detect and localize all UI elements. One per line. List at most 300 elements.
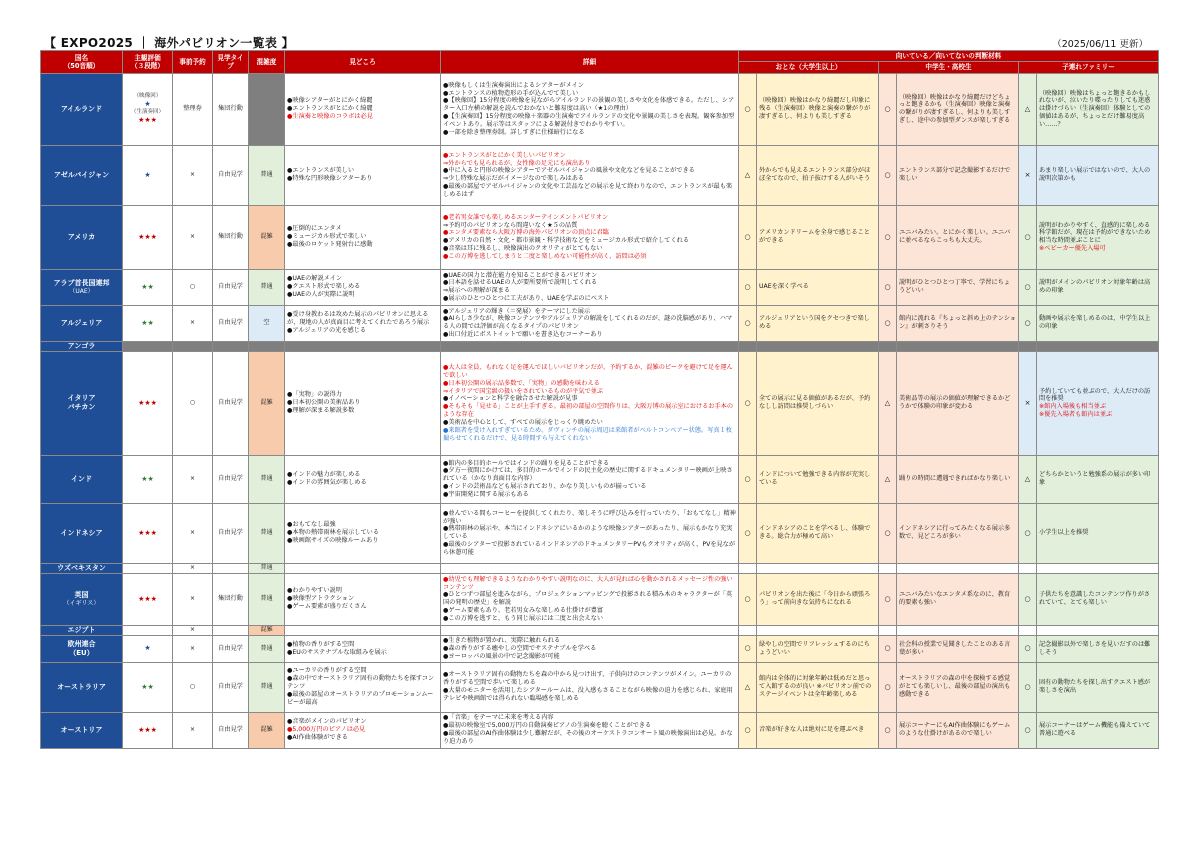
- family-text-body: 説明がわかりやすく、直感的に楽しめる科学館だが、現在は予約ができないため相当な時間並ぶことに: [1039, 221, 1151, 245]
- student-text: [897, 73, 1019, 145]
- empty-cell: [897, 563, 1019, 573]
- empty-cell: [757, 563, 879, 573]
- reserve-cell: [173, 341, 213, 351]
- student-text: [897, 503, 1019, 563]
- detail-cell: [441, 455, 739, 503]
- type-cell: 自由見学: [213, 455, 249, 503]
- crowd-cell: 普通: [249, 563, 285, 573]
- highlights-cell: [285, 269, 441, 305]
- text-line: ●日本初公開の美術品あり: [287, 399, 361, 407]
- family-text-body: 展示コーナーはゲーム機能も備えていて普通に遊べる: [1039, 722, 1151, 738]
- empty-cell: [441, 563, 739, 573]
- adult-text: [757, 635, 879, 662]
- reserve-cell: ○: [173, 351, 213, 455]
- crowd-cell: 混雑: [249, 351, 285, 455]
- family-symbol: ○: [1019, 205, 1037, 269]
- col-student: 中学生・高校生: [879, 62, 1019, 73]
- text-line: ●特殊な円形映像シアターあり: [287, 175, 373, 183]
- text-line: ●5,000万円のピアノは必見: [287, 726, 366, 734]
- crowd-cell: 混雑: [249, 205, 285, 269]
- highlights-cell: [285, 205, 441, 269]
- text-line: ●最後のロケット発射台に感動: [287, 241, 373, 249]
- adult-symbol: ○: [739, 573, 757, 625]
- student-symbol: ○: [879, 712, 897, 748]
- adult-symbol: ○: [739, 269, 757, 305]
- text-line: ●大量のモニターを活用したシアタールームは、没入感もさることながら映像の迫力を感じられ、家庭用テレビや映画館では得られない臨場感を楽しめる: [443, 687, 733, 703]
- text-line: ●AIらしさ少なが、映像コンテンツやアルジェリアの解説をしてくれるのだが、謎の洗脳感があり、ハマる人の間では評価が高くなるタイプのパビリオン: [443, 315, 733, 331]
- adult-text: [757, 305, 879, 341]
- detail-cell: [441, 73, 739, 145]
- text-line: ●映像シアターがとにかく綺麗: [287, 97, 373, 105]
- text-line: ●理解が深まる解説多数: [287, 407, 355, 415]
- table-row: [41, 341, 1159, 351]
- text-line: ●UAEの解説メイン: [287, 275, 343, 283]
- table-row: [41, 503, 1159, 563]
- student-text-body: オーストラリアの森の中を探検する感覚がとても楽しいし、最後の部屋の演出も感動できる: [899, 675, 1011, 699]
- detail-cell: [441, 635, 739, 662]
- text-line: ●「実物」の説得力: [287, 391, 342, 399]
- country-name-text: アイルランド: [60, 104, 103, 113]
- col-judge-group: 向いている／向いてないの判断材料: [739, 51, 1159, 62]
- text-line: ●最後の部屋のAI作曲体験は少し難解だが、その後のオーケストラコンサート風の映像演出は必見。かなり迫力あり: [443, 730, 733, 746]
- empty-cell: [441, 625, 739, 635]
- family-text: [1037, 269, 1159, 305]
- table-row: [41, 712, 1159, 748]
- family-text: [1037, 662, 1159, 712]
- text-line: ●インドの芸術品なども展示されており、かなり美しいものが揃っている: [443, 483, 647, 491]
- text-line: ●最後の部屋のオーストラリアのプロモーションムービーが最高: [287, 691, 434, 707]
- type-cell: 集団行動: [213, 73, 249, 145]
- family-symbol: △: [1019, 455, 1037, 503]
- adult-symbol: △: [739, 145, 757, 205]
- rating-stars: ★★: [141, 474, 154, 483]
- empty-cell: [1037, 341, 1159, 351]
- highlights-cell: [285, 573, 441, 625]
- rating-cell: [123, 662, 173, 712]
- adult-text-body: 外からでも見えるエントランス部分がほぼ全てなので、拍子抜けする人がいそう: [759, 167, 871, 183]
- text-line: ●この万博を逃してしまうと二度と楽しめない可能性が高く、訪問は必須: [443, 253, 647, 261]
- text-line: ●エントランスが美しい: [287, 167, 355, 175]
- adult-text-body: パビリオンを出た後に「今日から頑張ろう」って前向きな気持ちになれる: [759, 591, 871, 607]
- student-symbol: △: [879, 351, 897, 455]
- highlights-cell: [285, 712, 441, 748]
- adult-symbol: ○: [739, 503, 757, 563]
- family-symbol: ○: [1019, 305, 1037, 341]
- empty-cell: [1019, 341, 1037, 351]
- text-line: ●館内の多目的ホールではインドの踊りを見ることができる: [443, 459, 610, 467]
- empty-cell: [739, 625, 757, 635]
- highlights-cell: [285, 351, 441, 455]
- text-line: ●映画館サイズの映像ルームあり: [287, 537, 379, 545]
- table-body: [41, 73, 1159, 748]
- text-line: ⇒展示への理解が深まる: [443, 287, 511, 295]
- empty-cell: [441, 341, 739, 351]
- table-row: [41, 455, 1159, 503]
- family-symbol: △: [1019, 73, 1037, 145]
- highlights-cell: [285, 635, 441, 662]
- text-line: ●UAEの国力と潜在能力を知ることができるパビリオン: [443, 271, 598, 279]
- rating-cell: [123, 563, 173, 573]
- adult-text: [757, 351, 879, 455]
- country-name-text: 英国: [74, 591, 89, 600]
- empty-cell: [739, 341, 757, 351]
- country-name: [41, 269, 123, 305]
- reserve-cell: ○: [173, 269, 213, 305]
- text-line: ●アルジェリアの光を感じる: [287, 327, 367, 335]
- text-line: ⇒少し特殊な展示だがイメージなので楽しみはある: [443, 175, 585, 183]
- adult-symbol: ○: [739, 205, 757, 269]
- adult-text-body: アルジェリアという国をクセつきで楽しめる: [759, 315, 870, 331]
- family-text: [1037, 73, 1159, 145]
- col-detail: 詳細: [441, 51, 739, 74]
- crowd-cell: [249, 73, 285, 145]
- crowd-cell: 普通: [249, 573, 285, 625]
- detail-cell: [441, 573, 739, 625]
- type-cell: 自由見学: [213, 712, 249, 748]
- table-row: [41, 73, 1159, 145]
- empty-cell: [1037, 563, 1159, 573]
- family-text: [1037, 712, 1159, 748]
- text-line: ●EUのサステナブルな取組みを展示: [287, 648, 387, 656]
- student-symbol: ○: [879, 305, 897, 341]
- text-line: ●インドの魅力が楽しめる: [287, 471, 361, 479]
- country-name: [41, 305, 123, 341]
- crowd-cell: 普通: [249, 145, 285, 205]
- crowd-cell: 混雑: [249, 625, 285, 635]
- adult-symbol: ○: [739, 635, 757, 662]
- student-text: [897, 351, 1019, 455]
- country-name: [41, 712, 123, 748]
- text-line: ●最後のシアターで投影されているインドネシアのドキュメンタリーPVもクオリティが高く、PVを見ながら休憩可能: [443, 541, 736, 557]
- family-text: [1037, 573, 1159, 625]
- crowd-cell: 普通: [249, 455, 285, 503]
- detail-cell: [441, 662, 739, 712]
- text-line: ●熱帯雨林の展示や、本当にインドネシアにいるかのような映像シアターがあったり、展示もかなり充実している: [443, 525, 733, 541]
- family-text-body: 予約していても並ぶので、大人だけの訪問を推奨: [1039, 387, 1151, 403]
- text-line: ●ひとつずつ部屋を進みながら、プロジェクションマッピングで投影される積み木のキャラクターが「英国の発明の歴史」を解説: [443, 591, 733, 607]
- adult-text: [757, 573, 879, 625]
- text-line: ●展示のひとつひとつに工夫があり、UAEを学ぶのにベスト: [443, 295, 610, 303]
- rating-cell: [123, 455, 173, 503]
- student-text-body: ユニバみたい。とにかく楽しい。ユニバに並べるならこっちも大丈夫。: [899, 229, 1011, 245]
- rating-stars: ★★★: [138, 398, 157, 407]
- type-cell: 自由見学: [213, 269, 249, 305]
- family-text-body: 説明がメインのパビリオン対象年齢は高めの印象: [1039, 279, 1151, 295]
- pavilion-table: [40, 50, 1159, 749]
- col-rating: 主観評価 （３段階）: [123, 51, 173, 74]
- text-line: ●ゲーム要素もあり、老若男女みな楽しめる仕掛けが豊富: [443, 607, 604, 615]
- adult-text: [757, 269, 879, 305]
- detail-cell: [441, 503, 739, 563]
- table-row: [41, 305, 1159, 341]
- page-title: 【 EXPO2025 ｜ 海外パビリオン一覧表 】: [44, 36, 294, 50]
- reserve-cell: ×: [173, 635, 213, 662]
- text-line: ●わかりやすい説明: [287, 587, 342, 595]
- family-text: [1037, 351, 1159, 455]
- family-symbol: ○: [1019, 662, 1037, 712]
- text-line: ⇒イタリアで国宝級の扱いをされているものが平気で並ぶ: [443, 387, 604, 395]
- family-text: [1037, 205, 1159, 269]
- highlights-cell: [285, 145, 441, 205]
- text-line: ●生きた植物が置かれ、実際に触れられる: [443, 636, 561, 644]
- student-symbol: ○: [879, 269, 897, 305]
- col-family: 子連れファミリー: [1019, 62, 1159, 73]
- country-name: [41, 205, 123, 269]
- text-line: ●森の香りがする癒やしの空間でサステナブルを学べる: [443, 644, 597, 652]
- family-text: [1037, 635, 1159, 662]
- col-adult: おとな（大学生以上）: [739, 62, 879, 73]
- col-highlights: 見どころ: [285, 51, 441, 74]
- text-line: ●並んでいる間もコーヒーを提供してくれたり、楽しそうに呼び込みを行っていたり、「おもてなし」精神が強い: [443, 509, 736, 525]
- rating-cell: [123, 73, 173, 145]
- text-line: ●一部を除き整理券制。詳しすぎに仕様暗行になる: [443, 129, 585, 137]
- updated-date: （2025/06/11 更新）: [1052, 39, 1148, 50]
- text-line: ●老若男女誰でも楽しめるエンターテインメントパビリオン: [443, 213, 609, 221]
- empty-cell: [285, 563, 441, 573]
- country-name: [41, 503, 123, 563]
- text-line: ●エントランスがとにかく美しいパビリオン: [443, 151, 566, 159]
- empty-cell: [897, 625, 1019, 635]
- adult-symbol: ○: [739, 305, 757, 341]
- text-line: ●UAEの人が実際に説明: [287, 291, 355, 299]
- table-row: [41, 573, 1159, 625]
- text-line: ●ミュージカル形式で楽しい: [287, 233, 367, 241]
- empty-cell: [879, 625, 897, 635]
- country-name: [41, 662, 123, 712]
- family-text-body: どちらかというと勉強系の展示が多い印象: [1039, 471, 1151, 487]
- detail-cell: [441, 351, 739, 455]
- rating-cell: [123, 269, 173, 305]
- student-text: [897, 145, 1019, 205]
- text-line: ●中に入ると円形の映像シアターでアゼルバイジャンの風景や文化などを見ることができる: [443, 167, 695, 175]
- text-line: ●生演奏と映像のコラボは必見: [287, 113, 373, 121]
- crowd-cell: 普通: [249, 662, 285, 712]
- table-row: [41, 269, 1159, 305]
- text-line: ●おもてなし最強: [287, 521, 336, 529]
- rating-stars: ★: [144, 100, 151, 109]
- text-line: ●美術品を中心として、すべての展示をじっくり眺めたい: [443, 419, 603, 427]
- crowd-cell: 空: [249, 305, 285, 341]
- country-name: [41, 455, 123, 503]
- type-cell: 自由見学: [213, 635, 249, 662]
- student-text: [897, 455, 1019, 503]
- highlights-cell: [285, 455, 441, 503]
- reserve-cell: 整理券: [173, 73, 213, 145]
- rating-cell: [123, 625, 173, 635]
- reserve-cell: ×: [173, 563, 213, 573]
- student-text-body: （映像回）映像はかなり綺麗だけどちょっと飽きるかも（生演奏回）映像と演奏の繋がりが凄すぎるし、何よりも美しすぎし、途中の参加型ダンスが楽しすぎる: [899, 93, 1011, 125]
- detail-cell: [441, 269, 739, 305]
- family-symbol: ×: [1019, 145, 1037, 205]
- country-name: [41, 73, 123, 145]
- student-text-body: ユニバみたいなエンタメ系なのに、教育的要素も強い: [899, 591, 1011, 607]
- type-cell: [213, 563, 249, 573]
- student-text: [897, 635, 1019, 662]
- country-name: [41, 145, 123, 205]
- text-line: ●本物の熱帯雨林を展示している: [287, 529, 380, 537]
- text-line: ⇒予約可のパビリオンなら間違いなく★５の品質: [443, 221, 578, 229]
- col-reserve: 事前予約: [173, 51, 213, 74]
- reserve-cell: ×: [173, 573, 213, 625]
- detail-cell: [441, 145, 739, 205]
- text-line: ●「音楽」をテーマに未来を考える内容: [443, 714, 554, 722]
- empty-cell: [285, 625, 441, 635]
- text-line: ⇒外からでも見られるが、女性像の足元にも演出あり: [443, 159, 591, 167]
- empty-cell: [1037, 625, 1159, 635]
- student-text-body: インドネシアに行ってみたくなる展示多数で、見どころが多い: [899, 525, 1011, 541]
- student-text-body: 説明がひとつひとつ丁寧で、学習にちょうどいい: [899, 279, 1011, 295]
- rating-stars: ★: [144, 644, 151, 653]
- crowd-cell: 混雑: [249, 712, 285, 748]
- country-name-text: アラブ首長国連邦: [53, 279, 110, 288]
- col-country: 国名 （50音順）: [41, 51, 123, 74]
- adult-text-body: 緑やしの空間でリフレッシュするのにちょうどいい: [759, 640, 870, 656]
- text-line: ●オーストラリア固有の動物たちを森の中から見つけ出す、子供向けのコンテンツがメイン。ユーカリの香りがする空間で歩いて楽しめる: [443, 671, 732, 687]
- rating-stars: ★★★: [138, 725, 157, 734]
- country-name-text: エジプト: [67, 625, 96, 634]
- country-name-text: ウズベキスタン: [57, 563, 106, 572]
- rating-stars: ★★★: [138, 116, 157, 125]
- text-line: ●音楽がメインのパビリオン: [287, 718, 367, 726]
- adult-text-body: 館内は全体的に対象年齢は低めだと思って入館するのが良い ※パビリオン前でのステージイベントは全年齢楽しめる: [759, 675, 872, 699]
- rating-note: （映像回）: [133, 93, 162, 100]
- country-sub: （イギリス）: [63, 600, 100, 608]
- country-name: [41, 351, 123, 455]
- country-name: [41, 341, 123, 351]
- student-symbol: ○: [879, 145, 897, 205]
- family-text: [1037, 145, 1159, 205]
- rating-stars: ★: [144, 170, 151, 179]
- family-symbol: ○: [1019, 712, 1037, 748]
- highlights-cell: [285, 662, 441, 712]
- family-text: [1037, 305, 1159, 341]
- country-name-text: インドネシア: [60, 528, 103, 537]
- reserve-cell: ×: [173, 712, 213, 748]
- text-line: ●アメリカの自然・文化・都市景観・科学技術などをミュージカル形式で紹介してくれる: [443, 237, 690, 245]
- rating-stars: ★★★: [138, 594, 157, 603]
- country-name: [41, 573, 123, 625]
- crowd-cell: 普通: [249, 503, 285, 563]
- text-line: ●大人は全員、もれなく足を運んでほしいパビリオンだが、予約するか、混雑のピークを避けて足を運んで欲しい: [443, 363, 733, 379]
- adult-text: [757, 455, 879, 503]
- family-text: [1037, 503, 1159, 563]
- empty-cell: [285, 341, 441, 351]
- rating-cell: [123, 635, 173, 662]
- country-sub2: バチカン: [67, 403, 96, 412]
- table-row: [41, 145, 1159, 205]
- adult-symbol: ○: [739, 73, 757, 145]
- family-note: ※館内入場後も相当並ぶ ※優先入場者も館内は並ぶ: [1039, 403, 1113, 419]
- adult-text-body: UAEを深く学べる: [759, 283, 809, 291]
- detail-cell: [441, 205, 739, 269]
- rating-cell: [123, 341, 173, 351]
- type-cell: 自由見学: [213, 145, 249, 205]
- adult-text: [757, 503, 879, 563]
- highlights-cell: [285, 73, 441, 145]
- student-text-body: 館内に流れる『ちょっと斜め上のテンション』が刺さりそう: [899, 315, 1016, 331]
- text-line: ●植物の香りがする空間: [287, 640, 355, 648]
- text-line: ●映像型アトラクション: [287, 595, 355, 603]
- empty-cell: [1019, 625, 1037, 635]
- reserve-cell: ×: [173, 205, 213, 269]
- table-row: [41, 625, 1159, 635]
- family-text-body: 記念撮影以外で楽しさを見いだすのは難しそう: [1039, 640, 1151, 656]
- country-name-text: オーストラリア: [57, 682, 106, 691]
- type-cell: 集団行動: [213, 573, 249, 625]
- text-line: ●エントランスがとにかく綺麗: [287, 105, 373, 113]
- reserve-cell: ×: [173, 455, 213, 503]
- student-symbol: ○: [879, 635, 897, 662]
- crowd-cell: 普通: [249, 635, 285, 662]
- family-symbol: ○: [1019, 635, 1037, 662]
- text-line: ●日本初公開の展示品多数で、「実物」の感動を味わえる: [443, 379, 600, 387]
- rating-cell: [123, 712, 173, 748]
- adult-text-body: 音楽が好きな人は絶対に足を運ぶべき: [759, 726, 865, 734]
- family-text-body: 子供たちを意識したコンテンツ作りがされていて、とても楽しい: [1039, 591, 1151, 607]
- country-name: [41, 563, 123, 573]
- country-name-text: イタリア: [67, 394, 96, 403]
- text-line: ●圧倒的にエンタメ: [287, 225, 342, 233]
- country-name: [41, 635, 123, 662]
- country-name-text: アンゴラ: [67, 341, 96, 350]
- country-name-text: アゼルバイジャン: [53, 170, 110, 179]
- student-text: [897, 662, 1019, 712]
- text-line: ●アルジェリアの輝き（＝発展）をテーマにした展示: [443, 307, 591, 315]
- text-line: ●受け身教わるは攻めた展示のパビリオンに思えるが、現地の人が真面目に考えてくれたであろう展示: [287, 311, 430, 327]
- empty-cell: [897, 341, 1019, 351]
- text-line: ●イノベーションと科学を融合させた解説が見事: [443, 395, 578, 403]
- student-symbol: ○: [879, 662, 897, 712]
- text-line: ●ヨーロッパの風景の中で記念撮影が可能: [443, 652, 560, 660]
- text-line: ●そもそも「見せる」ことが上手すぎる。最初の部屋の空間作りは、大阪万博の展示室におけるお手本のような存在: [443, 403, 734, 419]
- family-text-body: 小学生以上を推奨: [1039, 529, 1089, 537]
- adult-text-body: インドについて勉強できる内容が充実している: [759, 471, 871, 487]
- adult-symbol: ○: [739, 351, 757, 455]
- col-view-type: 見学タイプ: [213, 51, 249, 74]
- student-symbol: ○: [879, 573, 897, 625]
- family-symbol: ○: [1019, 573, 1037, 625]
- reserve-cell: ×: [173, 145, 213, 205]
- adult-text: [757, 662, 879, 712]
- type-cell: [213, 625, 249, 635]
- adult-text-body: インドネシアのことを学べるし、体験できる。総合力が極めて高い: [759, 525, 871, 541]
- family-text-body: （映像回）映像はちょっと飽きるかもしれないが、泣いたり喋ったりしても迷惑は掛けづらい（生演奏回）体験としての価値はあるが、ちょっとだけ難易度高い……？: [1039, 89, 1151, 129]
- text-line: ●幼児でも理解できるようなわかりやすい説明なのに、大人が見れば心を動かされるメッセージ性の強いコンテンツ: [443, 575, 733, 591]
- empty-cell: [879, 341, 897, 351]
- text-line: ●出口付近にボストイットで願いを書き込むコーナーあり: [443, 331, 603, 339]
- detail-cell: [441, 305, 739, 341]
- adult-text: [757, 145, 879, 205]
- family-symbol: ○: [1019, 503, 1037, 563]
- family-text: [1037, 455, 1159, 503]
- student-symbol: △: [879, 455, 897, 503]
- adult-text: [757, 205, 879, 269]
- student-text-body: エントランス部分で記念撮影するだけで楽しい: [899, 167, 1011, 183]
- adult-symbol: ○: [739, 455, 757, 503]
- adult-symbol: ○: [739, 712, 757, 748]
- text-line: ●エンタメ要素なら大阪万博の海外パビリオンの頂点に君臨: [443, 229, 609, 237]
- reserve-cell: ×: [173, 625, 213, 635]
- student-symbol: ○: [879, 205, 897, 269]
- empty-cell: [757, 625, 879, 635]
- rating-cell: [123, 145, 173, 205]
- text-line: ●日本語を話せるUAEの人が要所要所で説明してくれる: [443, 279, 598, 287]
- text-line: ●この万博を逃すと、もう同じ展示には二度と出会えない: [443, 615, 604, 623]
- family-text-body: あまり楽しい展示ではないので、大人の説明次第かも: [1039, 167, 1151, 183]
- rating-stars: ★★: [141, 682, 154, 691]
- student-symbol: ○: [879, 503, 897, 563]
- text-line: ●最後の部屋でアゼルバイジャンの文化や工芸品などの展示を見て終わりなので、エントランスが最も楽しめるはず: [443, 183, 733, 199]
